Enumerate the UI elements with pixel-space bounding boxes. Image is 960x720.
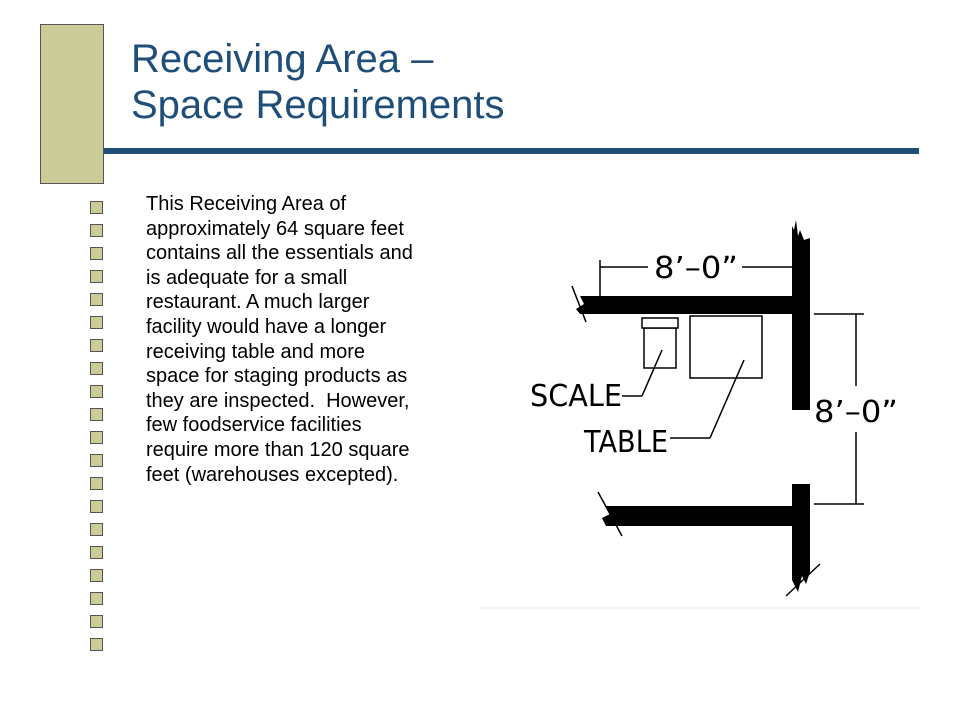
slide-title: Receiving Area – Space Requirements (131, 37, 505, 127)
bullet-square (90, 523, 103, 536)
scale-symbol (644, 328, 676, 368)
body-line: require more than 120 square (146, 438, 410, 461)
title-rule (104, 148, 919, 154)
body-line: is adequate for a small (146, 266, 348, 289)
bullet-square (90, 270, 103, 283)
bullet-square (90, 638, 103, 651)
depth-dimension-label: 8’–0” (814, 395, 898, 430)
bullet-square (90, 546, 103, 559)
bullet-square (90, 454, 103, 467)
accent-block (40, 24, 104, 184)
bullet-square (90, 569, 103, 582)
body-line: feet (warehouses excepted). (146, 463, 399, 486)
bullet-square (90, 316, 103, 329)
bullet-column (90, 201, 105, 661)
bullet-square (90, 615, 103, 628)
bullet-square (90, 431, 103, 444)
body-line: few foodservice facilities (146, 414, 362, 437)
bullet-square (90, 408, 103, 421)
body-line: space for staging products as (146, 365, 408, 388)
receiving-table (690, 316, 762, 378)
scale-top (642, 318, 678, 328)
body-text (146, 192, 480, 582)
body-line: they are inspected. However, (146, 389, 410, 412)
scale-leader (642, 350, 662, 396)
table-label: TABLE (583, 425, 668, 460)
bullet-square (90, 385, 103, 398)
scale-label: SCALE (530, 379, 622, 414)
top-wall-break (572, 286, 586, 322)
body-line: restaurant. A much larger (146, 291, 370, 314)
width-dimension-label: 8’–0” (654, 251, 738, 286)
upper-right-wall (792, 220, 810, 410)
bullet-square (90, 224, 103, 237)
bullet-square (90, 201, 103, 214)
bullet-square (90, 592, 103, 605)
floor-plan-diagram (480, 200, 920, 610)
bullet-square (90, 362, 103, 375)
bullet-square (90, 293, 103, 306)
body-line: approximately 64 square feet (146, 217, 404, 240)
bullet-square (90, 477, 103, 490)
bottom-wall (602, 506, 810, 526)
body-line: receiving table and more (146, 340, 366, 363)
floor-plan-svg (480, 200, 920, 610)
body-line: This Receiving Area of (146, 193, 347, 215)
bullet-square (90, 247, 103, 260)
bullet-square (90, 500, 103, 513)
top-wall (576, 296, 810, 314)
body-line: contains all the essentials and (146, 242, 413, 265)
bullet-square (90, 339, 103, 352)
body-line: facility would have a longer (146, 315, 387, 338)
table-leader (710, 360, 744, 438)
